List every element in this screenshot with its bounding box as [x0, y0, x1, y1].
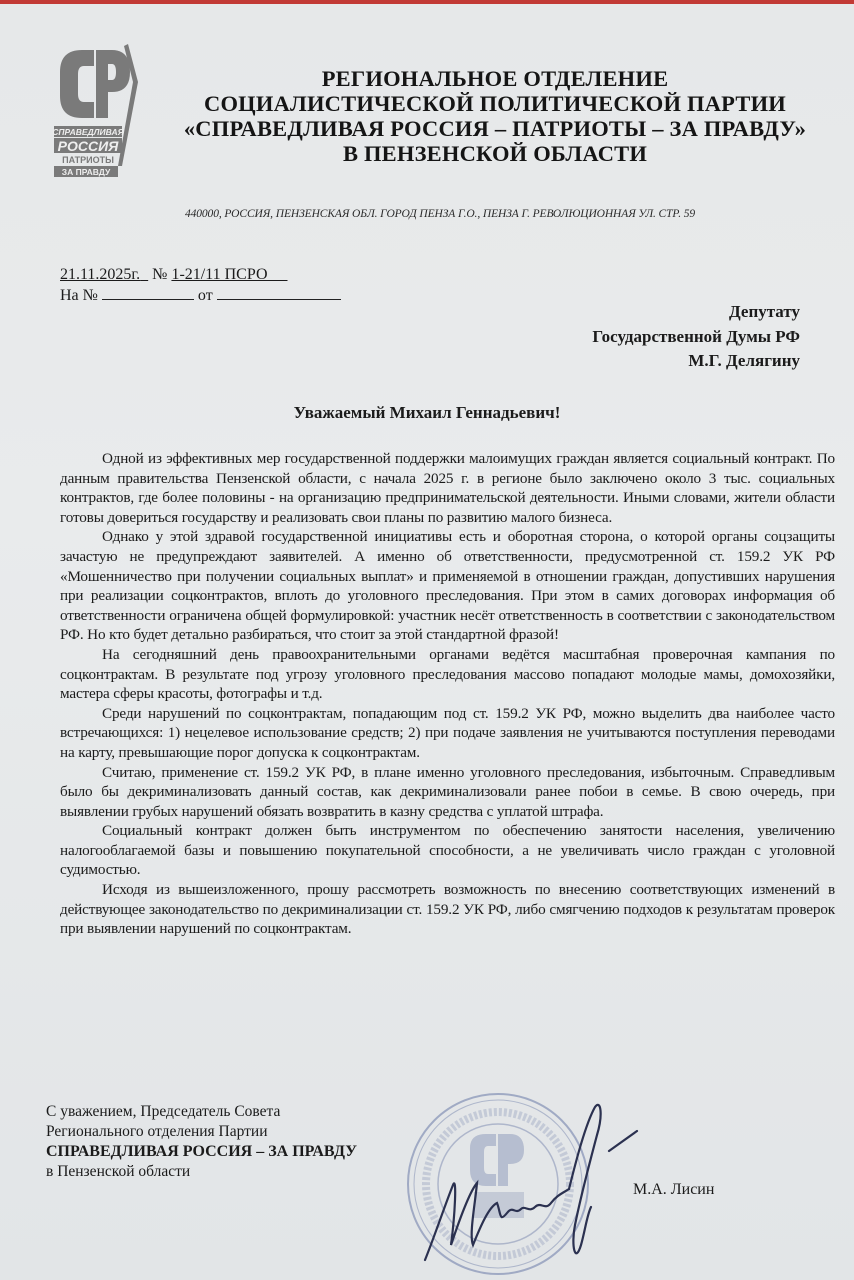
salutation: Уважаемый Михаил Геннадьевич!: [293, 403, 561, 422]
logo-line1: СПРАВЕДЛИВАЯ: [52, 127, 124, 137]
paragraph: Считаю, применение ст. 159.2 УК РФ, в плане именно уголовного преследования, избыточным. Справедливым было бы декриминализовать данный состав, как декриминализовали ранее побои в семье. В свою очередь, при выявлении грубых нарушений обязать возвратить в казну средства с уплатой штрафа.: [60, 763, 835, 820]
addressee-line-1: Депутату: [729, 302, 800, 321]
from-label: от: [197, 287, 213, 304]
addressee-block: [592, 300, 800, 374]
closing-line-4: в Пензенской области: [46, 1163, 191, 1180]
closing-line-3: СПРАВЕДЛИВАЯ РОССИЯ – ЗА ПРАВДУ: [46, 1143, 357, 1160]
letterhead-line-4: В ПЕНЗЕНСКОЙ ОБЛАСТИ: [342, 141, 648, 166]
paragraph: Исходя из вышеизложенного, прошу рассмотреть возможность по внесению соответствующих изменений в действующее законодательство по декриминализации ст. 159.2 УК РФ, либо смягчению подходов к результатам проверок при выявлении нарушений по соцконтрактам.: [60, 881, 835, 938]
closing-line-2: Регионального отделения Партии: [46, 1123, 268, 1140]
letterhead-title: [170, 66, 820, 166]
logo-line2: РОССИЯ: [57, 138, 119, 154]
paragraph: Одной из эффективных мер государственной поддержки малоимущих граждан является социальный контракт. По данным правительства Пензенской области, с начала 2025 г. в регионе было заключено около 3 тыс. социальных контрактов, где более половины - на организацию предпринимательской деятельности. Иными словами, жители области готовы довериться государству и реализовать свои планы по развитию малого бизнеса.: [60, 450, 835, 526]
logo-line3: ПАТРИОТЫ: [62, 155, 114, 165]
letterhead-line-1: РЕГИОНАЛЬНОЕ ОТДЕЛЕНИЕ: [321, 66, 669, 91]
signature: [405, 1095, 655, 1275]
reference-block: [60, 265, 341, 306]
closing-block: [46, 1102, 357, 1182]
paragraph: На сегодняшний день правоохранительными органами ведётся масштабная проверочная кампания по соцконтрактам. В результате под угрозу уголовного преследования массово попадают молодые мамы, домохозяйки, мастера сферы красоты, фотографы и т.д.: [60, 645, 835, 703]
closing-line-1: С уважением, Председатель Совета: [46, 1103, 281, 1120]
photo-top-edge: [0, 0, 854, 4]
addressee-line-3: М.Г. Делягину: [688, 351, 800, 370]
letterhead-address: 440000, РОССИЯ, ПЕНЗЕНСКАЯ ОБЛ. ГОРОД ПЕНЗА Г.О., ПЕНЗА Г. РЕВОЛЮЦИОННАЯ УЛ. СТР. 59: [184, 208, 696, 220]
letter-body: [60, 449, 835, 939]
reply-date-blank: [217, 285, 341, 300]
paragraph: Однако у этой здравой государственной инициативы есть и оборотная сторона, о которой органы соцзащиты зачастую не предупреждают заявителей. А именно об ответственности, предусмотренной ст. 159.2 УК РФ «Мошенничество при получении социальных выплат» и применяемой в отношении граждан, допустивших нарушения при реализации соцконтрактов, вплоть до уголовного преследования. При этом в самих договорах информация об ответственности ограничена общей формулировкой: участник несёт ответственность в соответствии с законодательством РФ. Но кто будет детально разбираться, что стоит за этой стандартной фразой!: [60, 528, 835, 644]
letter-number: 1-21/11 ПСРО: [171, 266, 268, 283]
party-logo: [50, 42, 142, 182]
number-label: №: [152, 266, 168, 283]
paragraph: Социальный контракт должен быть инструментом по обеспечению занятости населения, увеличению налогооблагаемой базы и повышению покупательной способности, а не увеличивать число граждан с уголовной судимостью.: [60, 822, 835, 879]
reply-label: На №: [60, 287, 98, 304]
letterhead-line-3: «СПРАВЕДЛИВАЯ РОССИЯ – ПАТРИОТЫ – ЗА ПРАВДУ»: [183, 116, 807, 141]
paragraph: Среди нарушений по соцконтрактам, попадающим под ст. 159.2 УК РФ, можно выделить два наиболее часто встречающихся: 1) нецелевое использование средств; 2) при подаче заявления не учитываются поступления переводами на карту, превышающие порог допуска к соцконтрактам.: [60, 704, 835, 761]
letter-date: 21.11.2025г.: [60, 266, 141, 283]
logo-line4: ЗА ПРАВДУ: [61, 167, 111, 177]
letterhead-line-2: СОЦИАЛИСТИЧЕСКОЙ ПОЛИТИЧЕСКОЙ ПАРТИИ: [204, 91, 786, 116]
signer-name: М.А. Лисин: [633, 1181, 715, 1198]
reply-number-blank: [102, 285, 194, 300]
addressee-line-2: Государственной Думы РФ: [592, 326, 800, 346]
